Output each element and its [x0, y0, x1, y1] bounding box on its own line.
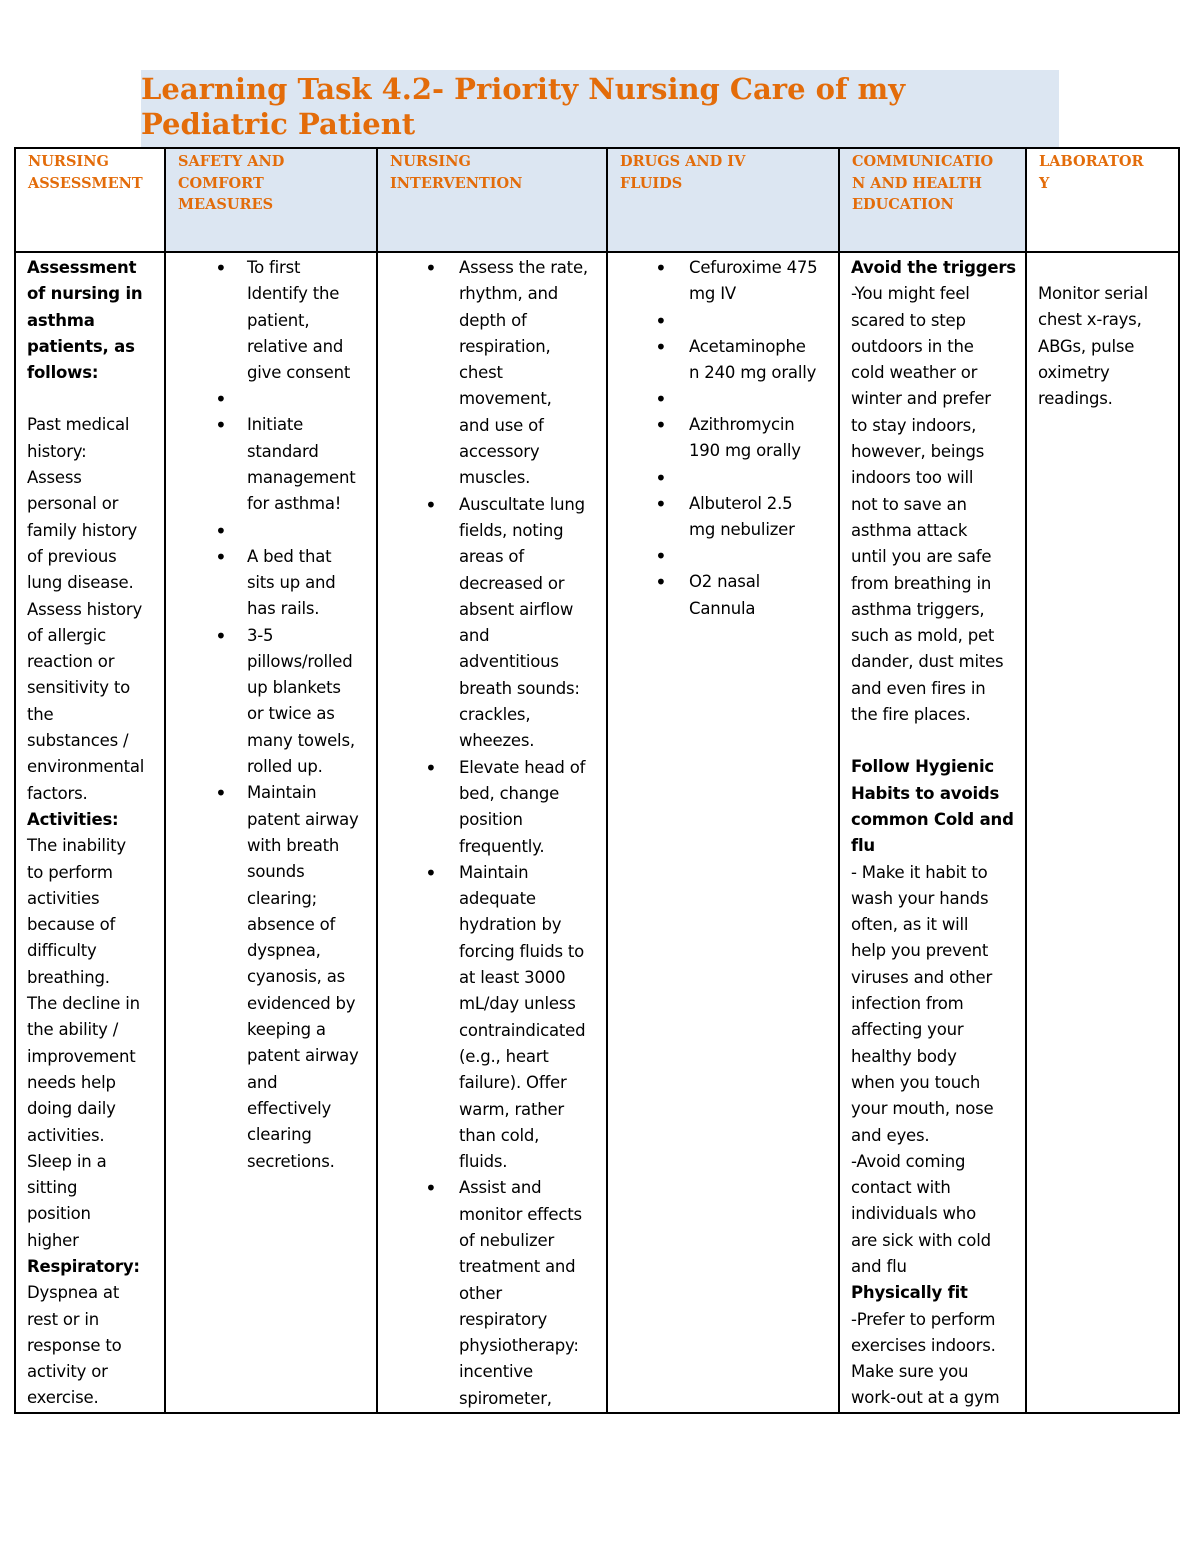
page-title: Learning Task 4.2- Priority Nursing Care of my Pediatric Patient [141, 72, 906, 141]
spacer [1038, 255, 1178, 281]
list-item: • O2 nasal Cannula [619, 569, 838, 622]
assessment-intro: Assessment of nursing in asthma patients, as follows: [27, 258, 143, 383]
spacer [619, 308, 838, 334]
education-hygiene-label: Follow Hygienic Habits to avoids common Cold and flu [851, 757, 1014, 856]
header-laboratory: LABORATOR Y [1026, 148, 1179, 252]
list-item: • To first Identify the patient, relative and give consent [177, 255, 376, 386]
list-item: • Initiate standard management for asthma! [177, 412, 376, 517]
laboratory-text: Monitor serial chest x-rays, ABGs, pulse oximetry readings. [1038, 284, 1148, 409]
list-item: • 3-5 pillows/rolled up blankets or twice as many towels, rolled up. [177, 623, 376, 781]
laboratory-cell [1026, 252, 1179, 1413]
list-item: • A bed that sits up and has rails. [177, 544, 376, 623]
list-item: • Assist and monitor effects of nebulizer treatment and other respiratory physiotherapy: incentive spirometer, [389, 1175, 606, 1412]
spacer [619, 386, 838, 412]
spacer [619, 465, 838, 491]
intervention-list [389, 255, 606, 1412]
assessment-cell [15, 252, 165, 1413]
drugs-cell [607, 252, 839, 1413]
assessment-activities-text: The inability to perform activities because of difficulty breathing. The decline in the ability / improvement needs help doing daily activities. Sleep in a sitting position higher [27, 836, 140, 1250]
education-cell [839, 252, 1026, 1413]
education-hygiene-text: - Make it habit to wash your hands often, as it will help you prevent viruses and other infection from affecting your healthy body when you touch your mouth, nose and eyes. -Avoid coming contact with individuals who are sick with cold and flu [851, 862, 994, 1276]
header-row [15, 148, 1179, 252]
header-health-education: COMMUNICATIO N AND HEALTH EDUCATION [839, 148, 1026, 252]
list-item: • Albuterol 2.5 mg nebulizer [619, 491, 838, 544]
spacer [177, 518, 376, 544]
spacer [619, 543, 838, 569]
education-fit-label: Physically fit [851, 1283, 968, 1303]
list-item: • Acetaminophe n 240 mg orally [619, 334, 838, 387]
drugs-list [619, 255, 838, 622]
assessment-respiratory-label: Respiratory: [27, 1256, 140, 1276]
header-nursing-assessment: NURSING ASSESSMENT [15, 148, 165, 252]
list-item: • Maintain adequate hydration by forcing fluids to at least 3000 mL/day unless contraindicated (e.g., heart failure). Offer warm, rather than cold, fluids. [389, 860, 606, 1176]
header-nursing-intervention: NURSING INTERVENTION [377, 148, 607, 252]
care-plan-table [14, 147, 1180, 1414]
safety-list [177, 255, 376, 1175]
spacer [177, 386, 376, 412]
assessment-respiratory-text: Dyspnea at rest or in response to activity or exercise. [27, 1283, 122, 1408]
spacer [851, 728, 1025, 754]
header-drugs-iv-fluids: DRUGS AND IV FLUIDS [607, 148, 839, 252]
education-fit-text: -Prefer to perform exercises indoors. Make sure you work-out at a gym [851, 1309, 1000, 1408]
content-row [15, 252, 1179, 1413]
spacer [27, 386, 164, 412]
list-item: • Auscultate lung fields, noting areas of decreased or absent airflow and adventitious breath sounds: crackles, wheezes. [389, 492, 606, 755]
list-item: • Maintain patent airway with breath sounds clearing; absence of dyspnea, cyanosis, as evidenced by keeping a patent airway and effectively clearing secretions. [177, 780, 376, 1174]
safety-cell [165, 252, 377, 1413]
list-item: • Elevate head of bed, change position frequently. [389, 755, 606, 860]
intervention-cell [377, 252, 607, 1413]
assessment-past-history: Past medical history: Assess personal or family history of previous lung disease. Assess history of allergic reaction or sensitivity to the substances / environmental factors. [27, 415, 145, 803]
assessment-activities-label: Activities: [27, 809, 119, 829]
education-triggers-label: Avoid the triggers [851, 258, 1016, 277]
list-item: • Azithromycin 190 mg orally [619, 412, 838, 465]
header-safety-comfort: SAFETY AND COMFORT MEASURES [165, 148, 377, 252]
list-item: • Cefuroxime 475 mg IV [619, 255, 838, 308]
list-item: • Assess the rate, rhythm, and depth of respiration, chest movement, and use of accessory muscles. [389, 255, 606, 492]
education-triggers-text: -You might feel scared to step outdoors in the cold weather or winter and prefer to stay indoors, however, beings indoors too will not to save an asthma attack until you are safe from breathing in asthma triggers, such as mold, pet dander, dust mites and even fires in the fire places. [851, 284, 1004, 725]
